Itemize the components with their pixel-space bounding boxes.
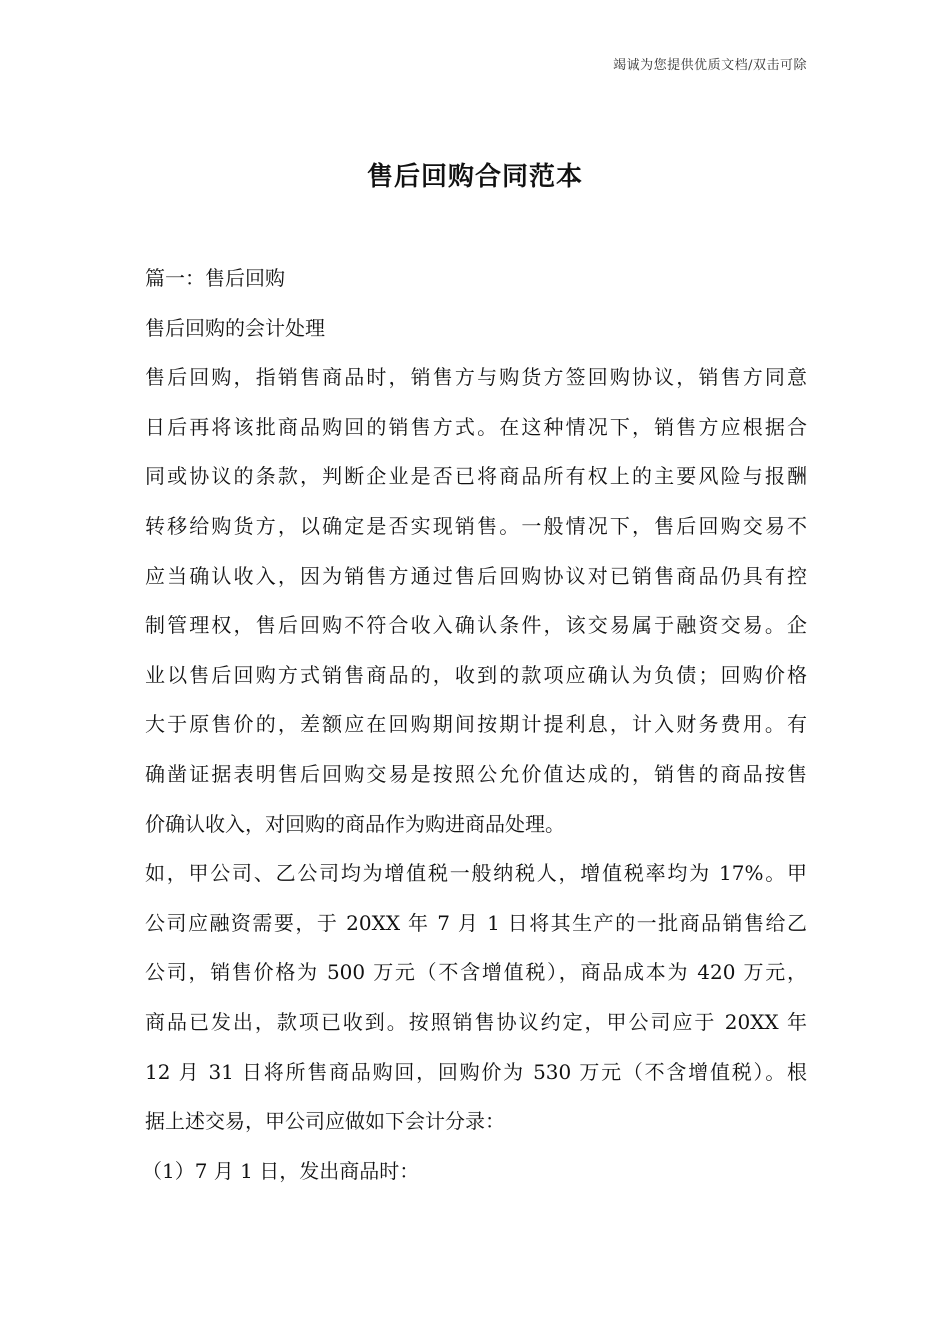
paragraph-line: 据上述交易，甲公司应做如下会计分录： [145, 1109, 505, 1134]
paragraph-2 [145, 849, 807, 1147]
paragraph-line: 售后回购，指销售商品时，销售方与购货方签回购协议，销售方同意 [145, 365, 807, 390]
document-title: 售后回购合同范本 [366, 162, 583, 192]
journal-entry-1: （1）7 月 1 日，发出商品时： [142, 1158, 420, 1183]
subheading: 售后回购的会计处理 [145, 315, 325, 340]
paragraph-line: 确凿证据表明售后回购交易是按照公允价值达成的，销售的商品按售 [145, 761, 807, 786]
paragraph-line: 同或协议的条款，判断企业是否已将商品所有权上的主要风险与报酬 [145, 464, 807, 489]
header-note: 竭诚为您提供优质文档/双击可除 [613, 58, 807, 73]
paragraph-line: 制管理权，售后回购不符合收入确认条件，该交易属于融资交易。企 [145, 613, 807, 638]
paragraph-line: 价确认收入，对回购的商品作为购进商品处理。 [145, 811, 565, 836]
paragraph-line: 日后再将该批商品购回的销售方式。在这种情况下，销售方应根据合 [145, 414, 807, 439]
paragraph-line: 12 月 31 日将所售商品购回，回购价为 530 万元（不含增值税）。根 [145, 1059, 807, 1084]
paragraph-1 [145, 353, 807, 849]
paragraph-line: 转移给购货方，以确定是否实现销售。一般情况下，售后回购交易不 [145, 513, 807, 538]
paragraph-line: 大于原售价的，差额应在回购期间按期计提利息，计入财务费用。有 [145, 712, 807, 737]
paragraph-line: 应当确认收入，因为销售方通过售后回购协议对已销售商品仍具有控 [145, 563, 807, 588]
paragraph-line: 商品已发出，款项已收到。按照销售协议约定，甲公司应于 20XX 年 [145, 1009, 807, 1034]
paragraph-line: 公司应融资需要，于 20XX 年 7 月 1 日将其生产的一批商品销售给乙 [145, 910, 807, 935]
paragraph-line: 业以售后回购方式销售商品的，收到的款项应确认为负债；回购价格 [145, 662, 807, 687]
section-heading: 篇一：售后回购 [145, 266, 285, 290]
document-body [142, 254, 807, 1196]
paragraph-line: 公司，销售价格为 500 万元（不含增值税），商品成本为 420 万元， [145, 960, 807, 985]
paragraph-line: 如，甲公司、乙公司均为增值税一般纳税人，增值税率均为 17%。甲 [145, 861, 807, 886]
